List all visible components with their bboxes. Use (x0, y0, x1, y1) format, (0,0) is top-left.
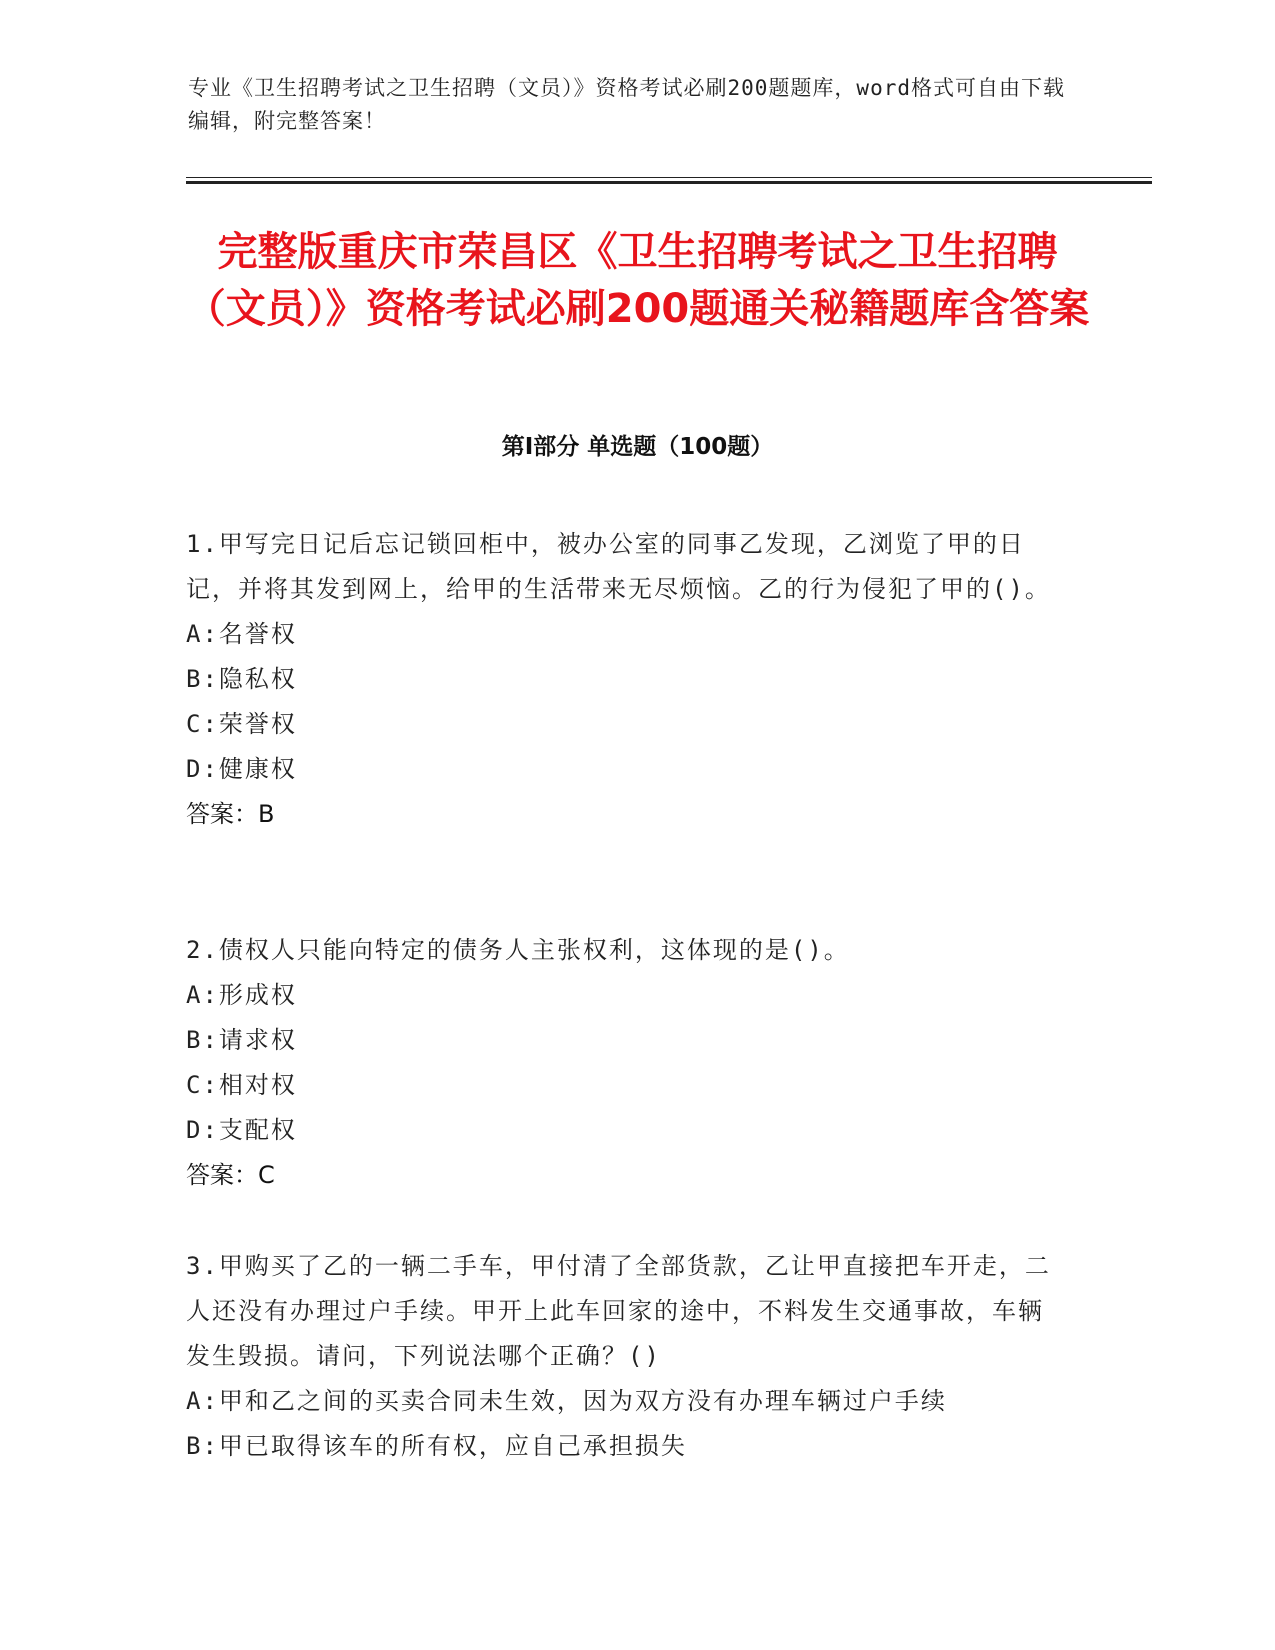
question-stem: 2.债权人只能向特定的债务人主张权利，这体现的是()。 (186, 936, 850, 964)
header-divider-thick (186, 181, 1152, 184)
document-title: 完整版重庆市荣昌区《卫生招聘考试之卫生招聘（文员）》资格考试必刷200题通关秘籍题库含答案 (185, 229, 1090, 332)
question-1 (186, 522, 1066, 837)
section-title: 第Ⅰ部分 单选题（100题） (501, 434, 774, 460)
question-stem: 1.甲写完日记后忘记锁回柜中，被办公室的同事乙发现，乙浏览了甲的日记，并将其发到网上，给甲的生活带来无尽烦恼。乙的行为侵犯了甲的()。 (186, 530, 1051, 603)
option-d: D:支配权 (186, 1116, 297, 1144)
option-c: C:相对权 (186, 1071, 297, 1099)
question-stem: 3.甲购买了乙的一辆二手车，甲付清了全部货款，乙让甲直接把车开走，二人还没有办理过户手续。甲开上此车回家的途中，不料发生交通事故，车辆发生毁损。请问，下列说法哪个正确？() (186, 1252, 1051, 1370)
option-a: A:甲和乙之间的买卖合同未生效，因为双方没有办理车辆过户手续 (186, 1387, 947, 1415)
question-2 (186, 928, 1066, 1198)
question-3 (186, 1244, 1066, 1469)
answer: 答案：B (186, 800, 275, 828)
header-note: 专业《卫生招聘考试之卫生招聘（文员）》资格考试必刷200题题库，word格式可自由下载编辑，附完整答案！ (188, 76, 1065, 133)
header-divider-thin (186, 177, 1152, 178)
option-c: C:荣誉权 (186, 710, 297, 738)
option-b: B:隐私权 (186, 665, 297, 693)
option-d: D:健康权 (186, 755, 297, 783)
option-a: A:形成权 (186, 981, 297, 1009)
option-b: B:甲已取得该车的所有权，应自己承担损失 (186, 1432, 687, 1460)
answer: 答案：C (186, 1161, 275, 1189)
option-b: B:请求权 (186, 1026, 297, 1054)
option-a: A:名誉权 (186, 620, 297, 648)
